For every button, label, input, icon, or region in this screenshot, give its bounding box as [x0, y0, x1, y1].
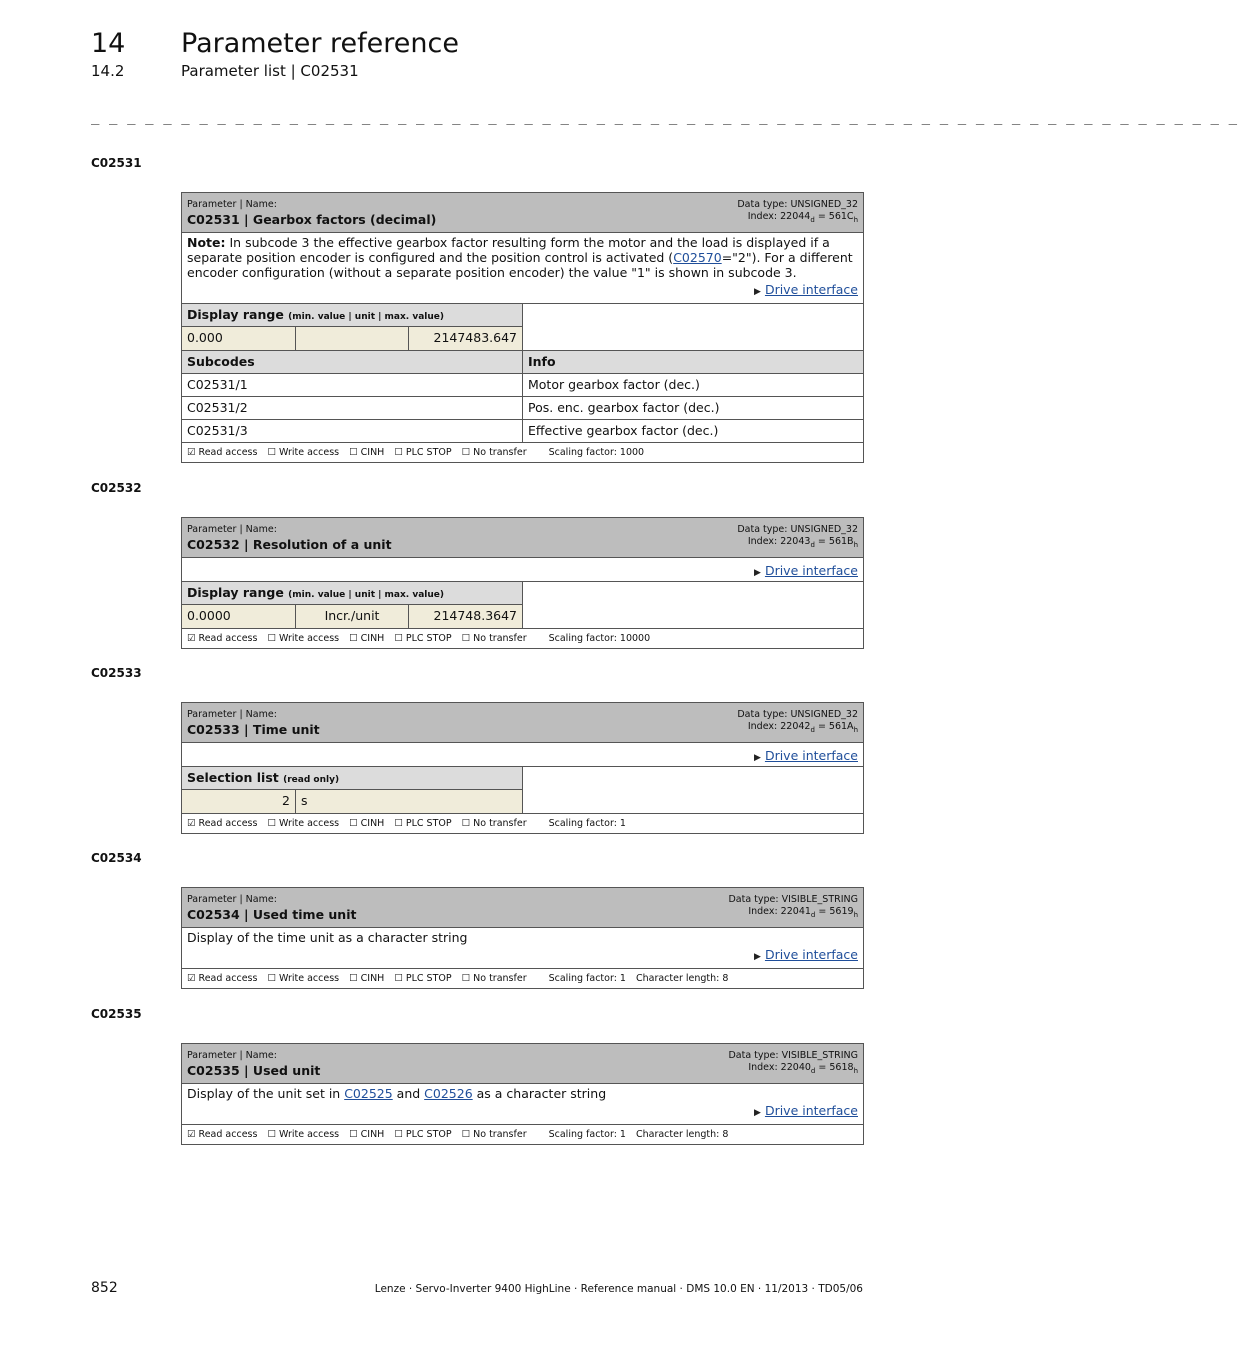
selection-value: 2: [182, 790, 296, 813]
parameter-header: [182, 518, 863, 558]
arrow-right-icon: ▶: [754, 568, 761, 578]
display-range-title: Display range (min. value | unit | max. value): [182, 304, 522, 327]
arrow-right-icon: ▶: [754, 287, 761, 297]
param-heading: C02531: [91, 156, 142, 170]
parameter-table: [181, 192, 864, 463]
range-unit: Incr./unit: [296, 605, 410, 628]
table-row: C02531/3 Effective gearbox factor (dec.): [182, 420, 863, 443]
selection-list: [182, 767, 863, 814]
parameter-description: Display of the time unit as a character string: [187, 930, 468, 945]
parameter-name: C02531 | Gearbox factors (decimal): [187, 212, 437, 227]
parameter-label: Parameter | Name:: [187, 524, 277, 535]
parameter-note: Note: In subcode 3 the effective gearbox factor resulting form the motor and the load is displayed if a separate position encoder is configured and the position control is activated (C02570="2"). For a different encoder configuration (without a separate position encoder) the value "1" is shown in subcode 3. ▶ Drive interface: [182, 233, 863, 304]
data-type: Data type: VISIBLE_STRING: [728, 894, 858, 905]
page-number: 852: [91, 1280, 118, 1296]
section-title: Parameter list | C02531: [181, 62, 359, 80]
access-footer: ☑ Read access ☐ Write access ☐ CINH ☐ PLC STOP ☐ No transfer Scaling factor: 10000: [187, 633, 651, 644]
param-heading: C02535: [91, 1007, 142, 1021]
parameter-name: C02534 | Used time unit: [187, 907, 357, 922]
table-row: C02531/2 Pos. enc. gearbox factor (dec.): [182, 397, 863, 420]
arrow-right-icon: ▶: [754, 1108, 761, 1118]
subcodes-header: Subcodes Info: [182, 351, 863, 374]
header-separator: _ _ _ _ _ _ _ _ _ _ _ _ _ _ _ _ _ _ _ _ _ _ _ _ _ _ _ _ _ _ _ _ _ _ _ _ _ _ _ _ _ _ _ _ _ _ _ _ _ _ _ _ _ _ _ _ _ _ _ _ _ _ _ _: [91, 109, 1238, 125]
parameter-header: [182, 703, 863, 743]
parameter-label: Parameter | Name:: [187, 1050, 277, 1061]
range-min: 0.000: [182, 327, 296, 350]
param-heading: C02533: [91, 666, 142, 680]
parameter-note: [182, 928, 863, 969]
display-range: [182, 304, 863, 351]
data-type: Data type: UNSIGNED_32: [737, 199, 858, 210]
document-info: Lenze · Servo-Inverter 9400 HighLine · Reference manual · DMS 10.0 EN · 11/2013 · TD05/06: [374, 1283, 863, 1295]
table-row: C02531/1 Motor gearbox factor (dec.): [182, 374, 863, 397]
selection-text: s: [301, 793, 308, 808]
parameter-index: Index: $22041_d = 5619_h$: [748, 906, 858, 919]
range-max: 2147483.647: [433, 330, 518, 345]
parameter-description: Display of the unit set in C02525 and C02526 as a character string: [187, 1086, 607, 1101]
parameter-label: Parameter | Name:: [187, 894, 277, 905]
param-heading: C02534: [91, 851, 142, 865]
range-max: 214748.3647: [433, 608, 518, 623]
access-footer: ☑ Read access ☐ Write access ☐ CINH ☐ PLC STOP ☐ No transfer Scaling factor: 1: [187, 818, 626, 829]
data-type: Data type: UNSIGNED_32: [737, 709, 858, 720]
parameter-table: [181, 702, 864, 834]
drive-interface-link[interactable]: Drive interface: [764, 947, 858, 962]
parameter-name: C02532 | Resolution of a unit: [187, 537, 392, 552]
parameter-name: C02535 | Used unit: [187, 1063, 321, 1078]
parameter-index: Index: $22043_d = 561B_h$: [747, 536, 858, 549]
access-footer: ☑ Read access ☐ Write access ☐ CINH ☐ PLC STOP ☐ No transfer Scaling factor: 1 Character length: 8: [187, 973, 729, 984]
access-footer: ☑ Read access ☐ Write access ☐ CINH ☐ PLC STOP ☐ No transfer Scaling factor: 1000: [187, 447, 645, 458]
range-min: 0.0000: [182, 605, 296, 628]
display-range-title: Display range (min. value | unit | max. value): [182, 582, 522, 605]
chapter-number: 14: [91, 28, 126, 59]
display-range: [182, 582, 863, 629]
drive-interface-link[interactable]: Drive interface: [764, 282, 858, 297]
parameter-index: Index: $22042_d = 561A_h$: [747, 721, 858, 734]
drive-interface-link[interactable]: Drive interface: [764, 748, 858, 763]
data-type: Data type: VISIBLE_STRING: [728, 1050, 858, 1061]
arrow-right-icon: ▶: [754, 952, 761, 962]
param-heading: C02532: [91, 481, 142, 495]
data-type: Data type: UNSIGNED_32: [737, 524, 858, 535]
parameter-table: [181, 1043, 864, 1145]
parameter-table: [181, 887, 864, 989]
parameter-header: [182, 888, 863, 928]
link-c02570[interactable]: C02570: [673, 250, 722, 265]
arrow-right-icon: ▶: [754, 753, 761, 763]
parameter-label: Parameter | Name:: [187, 199, 277, 210]
parameter-note: [182, 558, 863, 582]
chapter-title: Parameter reference: [181, 28, 459, 59]
parameter-name: C02533 | Time unit: [187, 722, 320, 737]
link-c02526[interactable]: C02526: [424, 1086, 473, 1101]
drive-interface-link[interactable]: Drive interface: [764, 563, 858, 578]
access-footer: ☑ Read access ☐ Write access ☐ CINH ☐ PLC STOP ☐ No transfer Scaling factor: 1 Character length: 8: [187, 1129, 729, 1140]
section-number: 14.2: [91, 62, 125, 80]
parameter-index: Index: $22040_d = 5618_h$: [748, 1062, 858, 1075]
parameter-table: [181, 517, 864, 649]
range-unit: [296, 327, 410, 350]
parameter-header: [182, 1044, 863, 1084]
parameter-note: [182, 743, 863, 767]
parameter-index: Index: $22044_d = 561C_h$: [747, 211, 858, 224]
drive-interface-link[interactable]: Drive interface: [764, 1103, 858, 1118]
selection-list-title: Selection list (read only): [182, 767, 522, 790]
parameter-note: [182, 1084, 863, 1125]
parameter-header: [182, 193, 863, 233]
link-c02525[interactable]: C02525: [344, 1086, 393, 1101]
parameter-label: Parameter | Name:: [187, 709, 277, 720]
